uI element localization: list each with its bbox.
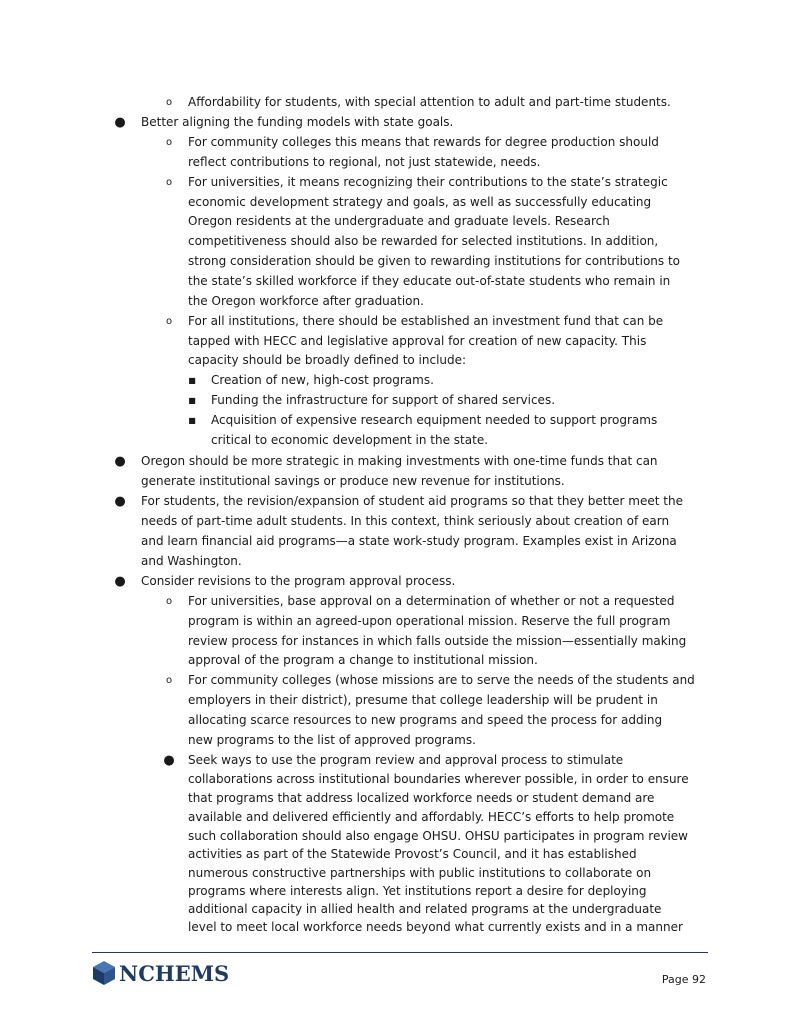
list-item-text: Affordability for students, with special attention to adult and part-time students. <box>188 95 671 109</box>
bullet-icon: ● <box>114 115 126 130</box>
list-item-text: that programs that address localized workforce needs or student demand are <box>188 791 655 805</box>
list-item-text: tapped with HECC and legislative approval for creation of new capacity. This <box>188 334 647 348</box>
bullet-icon: ● <box>114 574 126 589</box>
page-number: Page 92 <box>661 973 706 986</box>
list-item-text: Oregon residents at the undergraduate and graduate levels. Research <box>188 214 610 228</box>
list-item-text: Acquisition of expensive research equipment needed to support programs <box>211 413 658 427</box>
list-item-text: approval of the program a change to institutional mission. <box>188 653 538 667</box>
circle-bullet-icon: o <box>165 177 173 188</box>
list-item-text: numerous constructive partnerships with public institutions to collaborate on <box>188 866 652 880</box>
list-item-text: review process for instances in which falls outside the mission—essentially making <box>188 634 687 648</box>
list-item-text: program is within an agreed-upon operational mission. Reserve the full program <box>188 614 671 628</box>
list-item-text: economic development strategy and goals, as well as successfully educating <box>188 195 652 209</box>
list-item-text: Funding the infrastructure for support of shared services. <box>211 393 556 407</box>
circle-bullet-icon: o <box>165 675 173 686</box>
bullet-icon: ● <box>114 454 126 469</box>
list-item-text: allocating scarce resources to new programs and speed the process for adding <box>188 713 663 727</box>
list-item-text: generate institutional savings or produce new revenue for institutions. <box>141 474 565 488</box>
list-item-text: level to meet local workforce needs beyond what currently exists and in a manner <box>188 920 683 934</box>
circle-bullet-icon: o <box>165 316 173 327</box>
square-bullet-icon: ■ <box>188 396 196 405</box>
list-item-text: For universities, base approval on a determination of whether or not a requested <box>188 594 675 608</box>
list-item-text: activities as part of the Statewide Provost’s Council, and it has established <box>188 847 637 861</box>
circle-bullet-icon: o <box>165 97 173 108</box>
list-item-text: the Oregon workforce after graduation. <box>188 294 424 308</box>
nchems-logo <box>92 958 229 988</box>
list-item-text: critical to economic development in the state. <box>211 433 489 447</box>
list-item-text: the state’s skilled workforce if they educate out-of-state students who remain in <box>188 274 671 288</box>
list-item-text: capacity should be broadly defined to include: <box>188 353 467 367</box>
list-item-text: needs of part-time adult students. In this context, think seriously about creation of earn <box>141 514 670 528</box>
list-item-text: Creation of new, high-cost programs. <box>211 373 434 387</box>
bullet-icon: ● <box>163 753 175 768</box>
list-item-text: additional capacity in allied health and related programs at the undergraduate <box>188 902 662 916</box>
cube-icon <box>92 960 116 986</box>
list-item-text: For community colleges this means that rewards for degree production should <box>188 135 659 149</box>
list-item-text: and learn financial aid programs—a state work-study program. Examples exist in Arizona <box>141 534 677 548</box>
list-item-text: new programs to the list of approved programs. <box>188 733 476 747</box>
list-item-text: employers in their district), presume that college leadership will be prudent in <box>188 693 658 707</box>
list-item-text: programs where interests align. Yet institutions report a desire for deploying <box>188 884 647 898</box>
footer-divider <box>92 952 708 953</box>
logo-wordmark: NCHEMS <box>119 960 230 986</box>
list-item-text: For students, the revision/expansion of student aid programs so that they better meet the <box>141 494 683 508</box>
circle-bullet-icon: o <box>165 596 173 607</box>
list-item-text: available and delivered efficiently and affordably. HECC’s efforts to help promote <box>188 810 675 824</box>
list-item-text: For community colleges (whose missions are to serve the needs of the students and <box>188 673 695 687</box>
list-item-text: Seek ways to use the program review and approval process to stimulate <box>188 753 624 767</box>
circle-bullet-icon: o <box>165 137 173 148</box>
list-item-text: For universities, it means recognizing their contributions to the state’s strategic <box>188 175 668 189</box>
list-item-text: reflect contributions to regional, not just statewide, needs. <box>188 155 541 169</box>
list-item-text: Consider revisions to the program approval process. <box>141 574 456 588</box>
square-bullet-icon: ■ <box>188 416 196 425</box>
square-bullet-icon: ■ <box>188 376 196 385</box>
list-item-text: and Washington. <box>141 554 242 568</box>
bullet-icon: ● <box>114 494 126 509</box>
list-item-text: For all institutions, there should be established an investment fund that can be <box>188 314 664 328</box>
list-item-text: competitiveness should also be rewarded for selected institutions. In addition, <box>188 234 659 248</box>
list-item-text: such collaboration should also engage OHSU. OHSU participates in program review <box>188 829 688 843</box>
list-item-text: Better aligning the funding models with state goals. <box>141 115 454 129</box>
list-item-text: Oregon should be more strategic in making investments with one-time funds that can <box>141 454 658 468</box>
list-item-text: strong consideration should be given to rewarding institutions for contributions to <box>188 254 681 268</box>
list-item-text: collaborations across institutional boundaries wherever possible, in order to ensure <box>188 772 689 786</box>
